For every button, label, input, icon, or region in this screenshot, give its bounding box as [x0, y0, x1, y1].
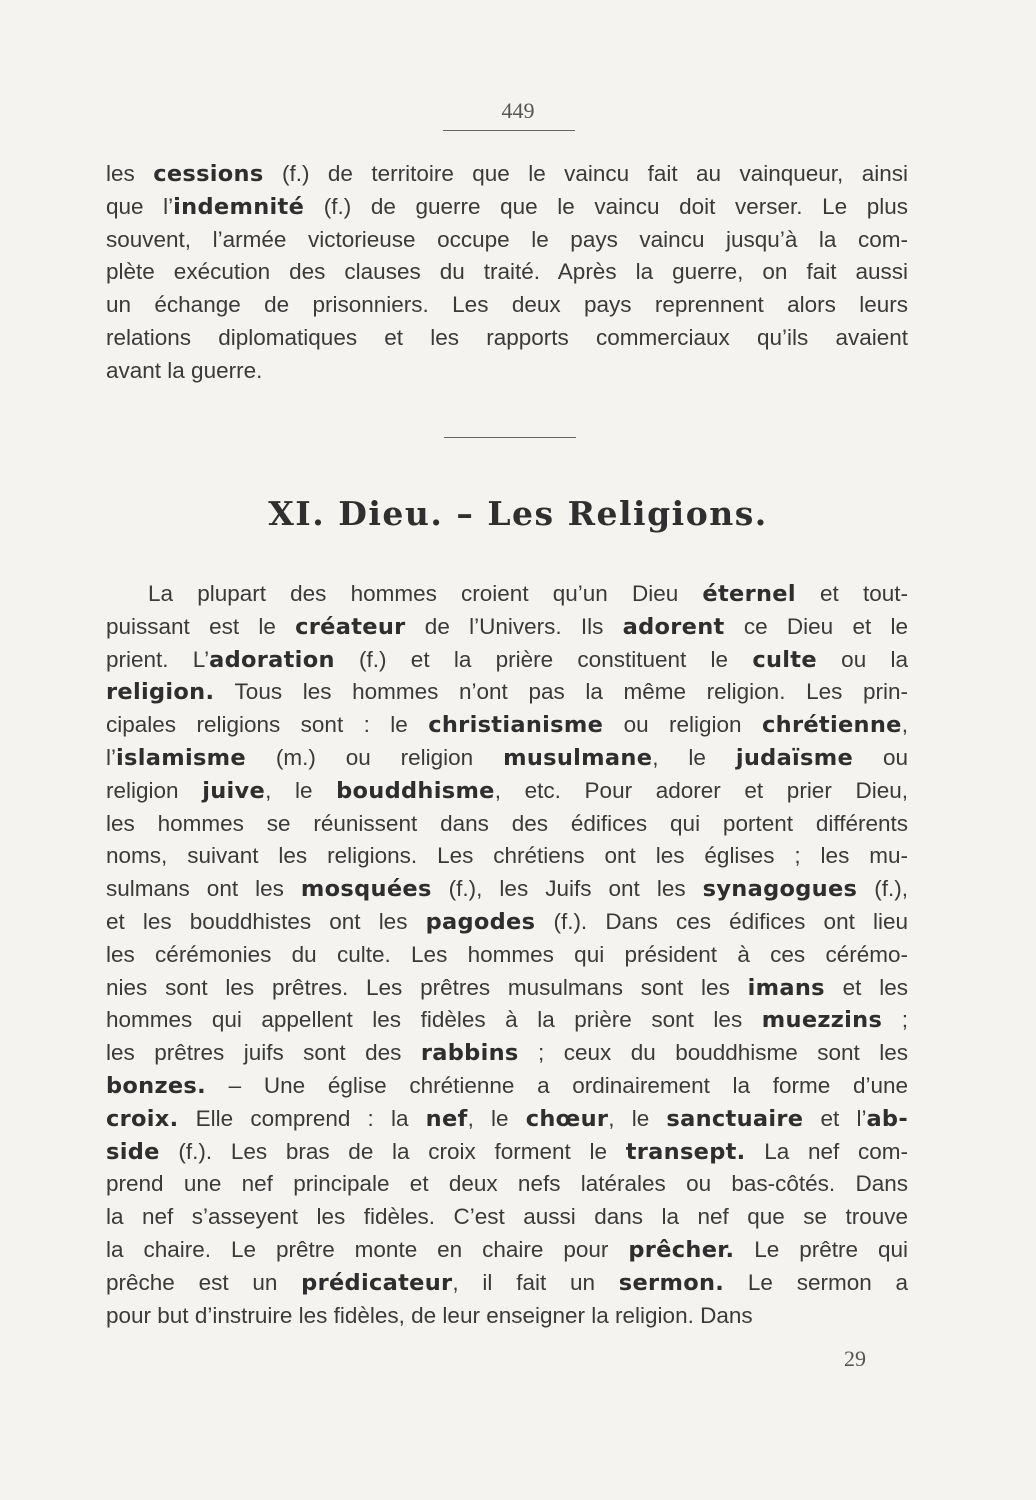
- text-run: Le sermon a: [724, 1269, 909, 1295]
- text-run: et les: [824, 974, 908, 1000]
- bold-term: indemnité: [173, 193, 305, 220]
- text-run: ; ceux du bouddhisme sont les: [518, 1040, 908, 1066]
- bold-term: bonzes.: [106, 1072, 206, 1099]
- bold-term: chœur: [525, 1105, 609, 1132]
- text-line: [106, 578, 908, 611]
- section-divider: [444, 437, 576, 438]
- text-run: hommes qui appellent les fidèles à la prière sont les: [106, 1007, 762, 1033]
- bold-term: side: [106, 1138, 160, 1165]
- text-run: – Une église chrétienne a ordinairement la forme d’une: [205, 1072, 908, 1098]
- text-line: [106, 709, 908, 742]
- text-run: les prêtres juifs sont des: [106, 1040, 421, 1066]
- bold-term: synagogues: [702, 876, 858, 903]
- bold-term: prédicateur: [301, 1269, 453, 1296]
- text-line: [106, 939, 908, 972]
- text-line: [106, 775, 908, 808]
- text-line: [106, 972, 908, 1005]
- text-run: et tout-: [795, 581, 908, 606]
- text-run: (f.) de territoire que le vaincu fait au vainqueur, ainsi: [263, 161, 908, 186]
- text-line: [106, 1234, 908, 1267]
- text-line: [106, 1168, 908, 1201]
- text-run: de l’Univers. Ils: [405, 613, 623, 639]
- text-run: les cérémonies du culte. Les hommes qui président à ces cérémo-: [106, 941, 908, 967]
- bold-term: adoration: [209, 646, 335, 673]
- text-run: relations diplomatiques et les rapports commerciaux qu’ils avaient: [106, 324, 908, 350]
- text-line: [106, 1267, 908, 1300]
- text-line: [106, 808, 908, 841]
- text-run: , le: [467, 1105, 526, 1131]
- text-run: plète exécution des clauses du traité. Après la guerre, on fait aussi: [106, 259, 908, 285]
- text-line: [106, 1201, 908, 1234]
- text-run: La plupart des hommes croient qu’un Dieu: [148, 581, 703, 606]
- bold-term: rabbins: [420, 1040, 519, 1067]
- text-run: religion: [106, 777, 203, 803]
- bold-term: nef: [425, 1105, 468, 1132]
- text-line: [106, 322, 908, 355]
- text-run: , il fait un: [452, 1269, 619, 1295]
- text-line: [106, 224, 908, 257]
- text-run: Elle comprend : la: [178, 1105, 426, 1131]
- bold-term: islamisme: [116, 744, 246, 771]
- text-line: [106, 1136, 908, 1169]
- text-run: ,: [901, 712, 908, 738]
- text-run: un échange de prisonniers. Les deux pays reprennent alors leurs: [106, 292, 908, 318]
- bold-term: judaïsme: [735, 744, 854, 771]
- text-line: [106, 676, 908, 709]
- text-run: et l’: [803, 1105, 867, 1131]
- section-title: XI. Dieu. – Les Religions.: [268, 494, 768, 533]
- bold-term: prêcher.: [628, 1236, 735, 1263]
- bold-term: culte: [752, 646, 817, 673]
- text-line: [106, 873, 908, 906]
- signature-mark: 29: [844, 1346, 866, 1371]
- text-run: la chaire. Le prêtre monte en chaire pour: [106, 1236, 629, 1262]
- text-run: ou religion: [603, 712, 762, 738]
- text-run: les: [106, 161, 154, 186]
- text-run: (f.). Dans ces édifices ont lieu: [535, 908, 908, 934]
- bold-term: transept.: [625, 1138, 746, 1165]
- text-line: [106, 1037, 908, 1070]
- bold-term: croix.: [106, 1105, 179, 1132]
- text-run: pour but d’instruire les fidèles, de leur enseigner la religion. Dans: [106, 1302, 753, 1328]
- text-run: prêche est un: [106, 1269, 302, 1295]
- text-run: (f.), les Juifs ont les: [431, 876, 703, 902]
- text-run: (f.),: [857, 876, 909, 902]
- text-run: ;: [882, 1007, 908, 1033]
- text-run: (f.). Les bras de la croix forment le: [159, 1138, 626, 1164]
- text-line: [106, 840, 908, 873]
- text-run: la nef s’asseyent les fidèles. C’est aussi dans la nef que se trouve: [106, 1204, 908, 1230]
- religions-paragraph: [106, 578, 908, 1332]
- text-run: prend une nef principale et deux nefs latérales ou bas-côtés. Dans: [106, 1171, 908, 1197]
- text-run: (f.) de guerre que le vaincu doit verser. Le plus: [304, 193, 908, 219]
- bold-term: créateur: [295, 613, 406, 640]
- page-number: 449: [501, 98, 535, 123]
- bold-term: musulmane: [503, 744, 653, 771]
- text-run: nies sont les prêtres. Les prêtres musulmans sont les: [106, 974, 748, 1000]
- bold-term: muezzins: [761, 1007, 883, 1034]
- text-run: souvent, l’armée victorieuse occupe le pays vaincu jusqu’à la com-: [106, 226, 908, 252]
- text-run: (m.) ou religion: [245, 744, 504, 770]
- text-run: , le: [652, 744, 736, 770]
- text-line: [106, 355, 908, 388]
- text-run: Tous les hommes n’ont pas la même religion. Les prin-: [214, 679, 908, 705]
- text-run: noms, suivant les religions. Les chrétiens ont les églises ; les mu-: [106, 843, 908, 869]
- bold-term: cessions: [153, 161, 264, 187]
- text-line: [106, 1300, 908, 1333]
- text-run: l’: [106, 744, 116, 770]
- bold-term: sermon.: [618, 1269, 725, 1296]
- text-line: [106, 1004, 908, 1037]
- text-run: les hommes se réunissent dans des édifices qui portent différents: [106, 810, 908, 836]
- text-run: ou: [853, 744, 908, 770]
- text-line: [106, 1070, 908, 1103]
- bold-term: sanctuaire: [666, 1105, 804, 1132]
- bold-term: chrétienne: [761, 712, 902, 739]
- text-line: [106, 191, 908, 224]
- text-run: Le prêtre qui: [734, 1236, 908, 1262]
- bold-term: éternel: [702, 581, 796, 607]
- text-line: [106, 256, 908, 289]
- text-run: , le: [608, 1105, 667, 1131]
- text-line: [106, 742, 908, 775]
- text-run: ce Dieu et le: [724, 613, 908, 639]
- text-line: [106, 289, 908, 322]
- top-rule-divider: [443, 130, 575, 131]
- text-run: avant la guerre.: [106, 357, 263, 383]
- text-run: et les bouddhistes ont les: [106, 908, 426, 934]
- bold-term: ab-: [866, 1105, 908, 1132]
- text-line: [106, 906, 908, 939]
- bold-term: pagodes: [425, 908, 536, 935]
- text-run: puissant est le: [106, 613, 296, 639]
- text-line: [106, 644, 908, 677]
- bold-term: juive: [202, 777, 266, 804]
- text-run: ou la: [816, 646, 908, 672]
- bold-term: bouddhisme: [336, 777, 495, 804]
- text-run: prient. L’: [106, 646, 210, 672]
- text-line: [106, 1103, 908, 1136]
- bold-term: christianisme: [428, 712, 604, 739]
- bold-term: religion.: [106, 679, 215, 706]
- text-run: cipales religions sont : le: [106, 712, 429, 738]
- text-run: , le: [265, 777, 337, 803]
- text-run: sulmans ont les: [106, 876, 301, 902]
- bold-term: adorent: [622, 613, 725, 640]
- text-line: [106, 158, 908, 191]
- intro-paragraph: [106, 158, 908, 388]
- text-run: (f.) et la prière constituent le: [334, 646, 753, 672]
- bold-term: imans: [747, 974, 825, 1001]
- text-run: , etc. Pour adorer et prier Dieu,: [494, 777, 908, 803]
- bold-term: mosquées: [300, 876, 432, 903]
- text-run: La nef com-: [745, 1138, 908, 1164]
- text-line: [106, 611, 908, 644]
- text-run: que l’: [106, 193, 174, 219]
